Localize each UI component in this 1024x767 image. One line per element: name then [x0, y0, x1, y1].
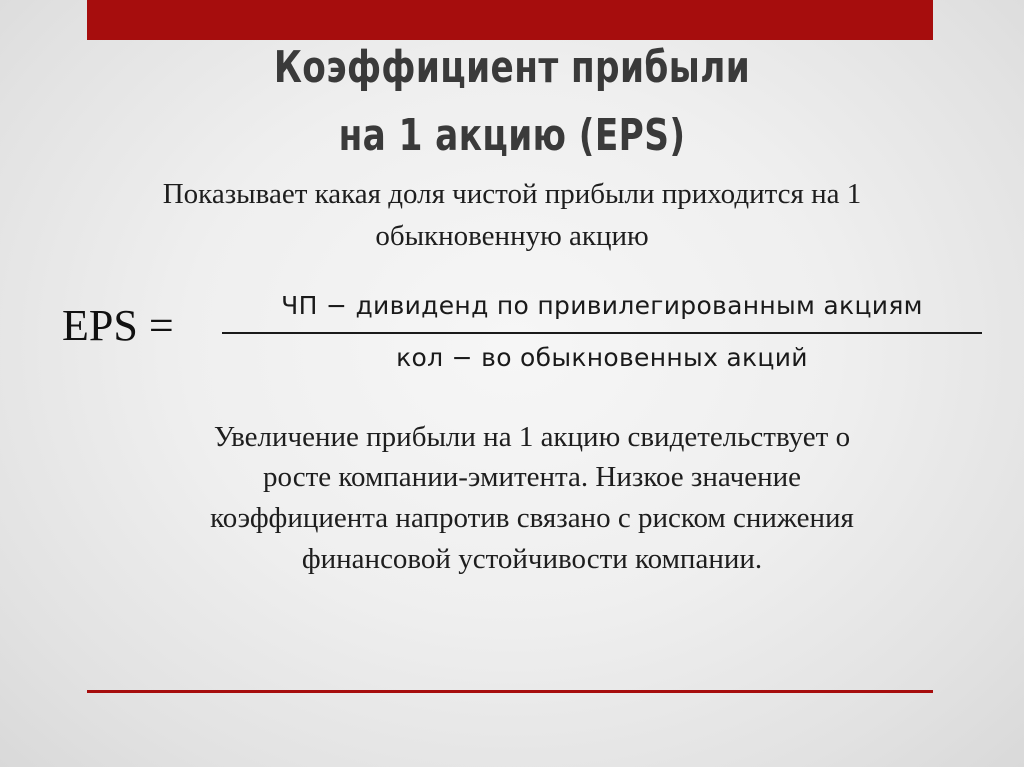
subtitle-line-2: обыкновенную акцию [375, 220, 649, 252]
bottom-accent-rule [87, 690, 933, 693]
formula-denominator: кол − во обыкновенных акций [396, 343, 808, 372]
subtitle-line-1: Показывает какая доля чистой прибыли приходится на 1 [162, 178, 862, 210]
description-line-4: финансовой устойчивости компании. [301, 543, 763, 575]
description-line-3: коэффициента напротив связано с риском снижения [210, 502, 854, 534]
formula-lhs: EPS = [62, 301, 174, 350]
slide-title-line-1: Коэффициент прибыли [273, 42, 751, 93]
description-line-2: росте компании-эмитента. Низкое значение [262, 461, 801, 493]
fraction-bar [222, 332, 982, 334]
formula-numerator: ЧП − дивиденд по привилегированным акциям [281, 291, 923, 320]
description-line-1: Увеличение прибыли на 1 акцию свидетельствует о [213, 421, 851, 453]
top-accent-bar [87, 0, 933, 40]
slide-title-line-2: на 1 акцию (EPS) [338, 110, 686, 161]
